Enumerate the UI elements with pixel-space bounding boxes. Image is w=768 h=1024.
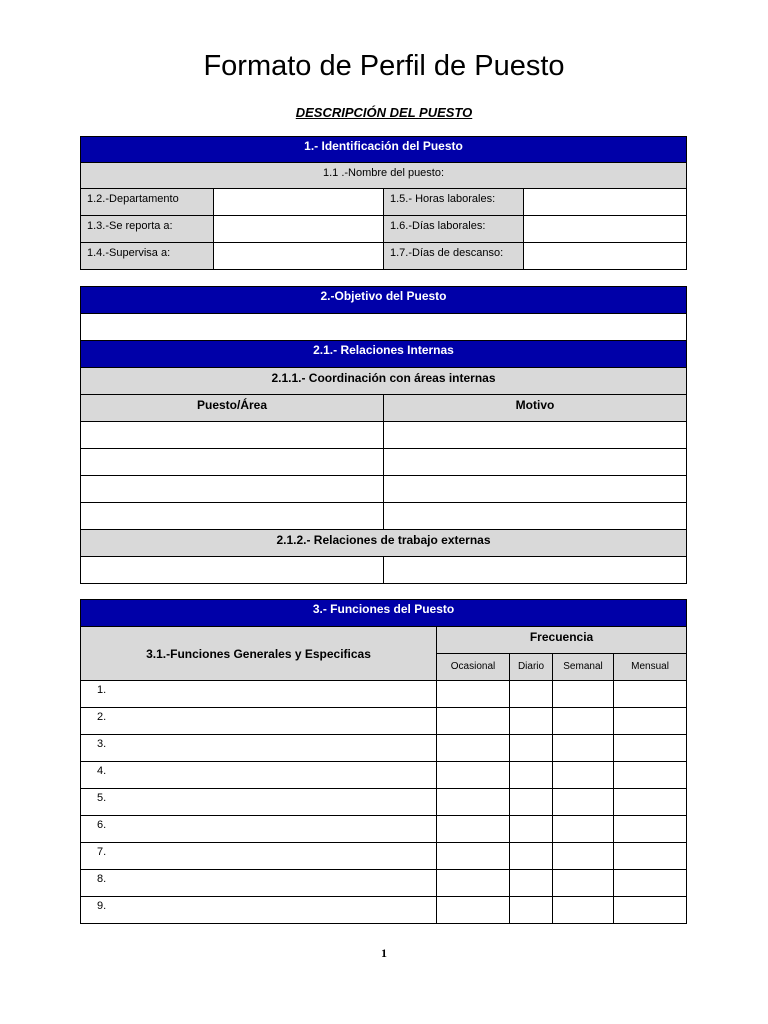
- function-cell[interactable]: 1.: [81, 681, 437, 708]
- frecuencia-semanal-cell[interactable]: [553, 789, 614, 816]
- function-cell[interactable]: 9.: [81, 897, 437, 924]
- function-row: [81, 735, 687, 762]
- document-subtitle: DESCRIPCIÓN DEL PUESTO: [295, 105, 473, 120]
- frecuencia-semanal-cell[interactable]: [553, 897, 614, 924]
- motivo-cell[interactable]: [384, 449, 687, 476]
- section2-header: 2.-Objetivo del Puesto: [81, 287, 687, 314]
- frecuencia-header: Frecuencia: [437, 627, 687, 654]
- function-row: [81, 843, 687, 870]
- horas-label: 1.5.- Horas laborales:: [384, 189, 524, 216]
- descanso-label: 1.7.-Días de descanso:: [384, 243, 524, 270]
- functions-table: [80, 599, 687, 924]
- col-puesto-area: Puesto/Área: [81, 395, 384, 422]
- dias-field[interactable]: [524, 216, 687, 243]
- supervisa-field[interactable]: [214, 243, 384, 270]
- puesto-area-cell[interactable]: [81, 476, 384, 503]
- reporta-label: 1.3.-Se reporta a:: [81, 216, 214, 243]
- frecuencia-semanal-cell[interactable]: [553, 870, 614, 897]
- function-row: [81, 816, 687, 843]
- frecuencia-mensual-cell[interactable]: [614, 843, 687, 870]
- function-cell[interactable]: 2.: [81, 708, 437, 735]
- function-cell[interactable]: 7.: [81, 843, 437, 870]
- frecuencia-semanal-cell[interactable]: [553, 708, 614, 735]
- motivo-cell[interactable]: [384, 422, 687, 449]
- function-cell[interactable]: 4.: [81, 762, 437, 789]
- frecuencia-semanal-cell[interactable]: [553, 762, 614, 789]
- function-row: [81, 897, 687, 924]
- function-row: [81, 870, 687, 897]
- frecuencia-ocasional-cell[interactable]: [437, 843, 510, 870]
- frecuencia-mensual-cell[interactable]: [614, 789, 687, 816]
- departamento-field[interactable]: [214, 189, 384, 216]
- objective-table: [80, 286, 687, 584]
- descanso-field[interactable]: [524, 243, 687, 270]
- function-cell[interactable]: 5.: [81, 789, 437, 816]
- col-ocasional: Ocasional: [437, 654, 510, 681]
- frecuencia-diario-cell[interactable]: [510, 681, 553, 708]
- frecuencia-ocasional-cell[interactable]: [437, 897, 510, 924]
- col-motivo: Motivo: [384, 395, 687, 422]
- function-row: [81, 762, 687, 789]
- frecuencia-diario-cell[interactable]: [510, 843, 553, 870]
- frecuencia-semanal-cell[interactable]: [553, 735, 614, 762]
- objetivo-field[interactable]: [81, 314, 687, 341]
- reporta-field[interactable]: [214, 216, 384, 243]
- frecuencia-semanal-cell[interactable]: [553, 816, 614, 843]
- puesto-area-cell[interactable]: [81, 503, 384, 530]
- frecuencia-diario-cell[interactable]: [510, 870, 553, 897]
- frecuencia-diario-cell[interactable]: [510, 816, 553, 843]
- function-rows: [81, 681, 687, 924]
- frecuencia-diario-cell[interactable]: [510, 762, 553, 789]
- frecuencia-mensual-cell[interactable]: [614, 708, 687, 735]
- frecuencia-diario-cell[interactable]: [510, 708, 553, 735]
- motivo-cell[interactable]: [384, 476, 687, 503]
- motivo-cell[interactable]: [384, 503, 687, 530]
- frecuencia-ocasional-cell[interactable]: [437, 735, 510, 762]
- function-row: [81, 681, 687, 708]
- frecuencia-ocasional-cell[interactable]: [437, 762, 510, 789]
- function-cell[interactable]: 8.: [81, 870, 437, 897]
- frecuencia-mensual-cell[interactable]: [614, 681, 687, 708]
- function-cell[interactable]: 6.: [81, 816, 437, 843]
- externa-puesto-cell[interactable]: [81, 557, 384, 584]
- function-cell[interactable]: 3.: [81, 735, 437, 762]
- relaciones-internas-header: 2.1.- Relaciones Internas: [81, 341, 687, 368]
- puesto-area-cell[interactable]: [81, 422, 384, 449]
- frecuencia-ocasional-cell[interactable]: [437, 708, 510, 735]
- horas-field[interactable]: [524, 189, 687, 216]
- frecuencia-semanal-cell[interactable]: [553, 843, 614, 870]
- col-mensual: Mensual: [614, 654, 687, 681]
- frecuencia-ocasional-cell[interactable]: [437, 816, 510, 843]
- frecuencia-diario-cell[interactable]: [510, 897, 553, 924]
- frecuencia-ocasional-cell[interactable]: [437, 681, 510, 708]
- relaciones-externas-header: 2.1.2.- Relaciones de trabajo externas: [81, 530, 687, 557]
- frecuencia-diario-cell[interactable]: [510, 789, 553, 816]
- externa-motivo-cell[interactable]: [384, 557, 687, 584]
- funciones-header: 3.1.-Funciones Generales y Especificas: [81, 627, 437, 681]
- coordinacion-header: 2.1.1.- Coordinación con áreas internas: [81, 368, 687, 395]
- function-row: [81, 708, 687, 735]
- frecuencia-mensual-cell[interactable]: [614, 870, 687, 897]
- section1-header: 1.- Identificación del Puesto: [81, 137, 687, 163]
- frecuencia-ocasional-cell[interactable]: [437, 789, 510, 816]
- frecuencia-ocasional-cell[interactable]: [437, 870, 510, 897]
- function-row: [81, 789, 687, 816]
- frecuencia-mensual-cell[interactable]: [614, 762, 687, 789]
- frecuencia-mensual-cell[interactable]: [614, 816, 687, 843]
- departamento-label: 1.2.-Departamento: [81, 189, 214, 216]
- col-semanal: Semanal: [553, 654, 614, 681]
- supervisa-label: 1.4.-Supervisa a:: [81, 243, 214, 270]
- page-number: 1: [381, 946, 387, 960]
- frecuencia-diario-cell[interactable]: [510, 735, 553, 762]
- section3-header: 3.- Funciones del Puesto: [81, 600, 687, 627]
- frecuencia-mensual-cell[interactable]: [614, 897, 687, 924]
- nombre-puesto-label: 1.1 .-Nombre del puesto:: [81, 163, 687, 189]
- identification-table: [80, 136, 687, 270]
- col-diario: Diario: [510, 654, 553, 681]
- frecuencia-mensual-cell[interactable]: [614, 735, 687, 762]
- frecuencia-semanal-cell[interactable]: [553, 681, 614, 708]
- puesto-area-cell[interactable]: [81, 449, 384, 476]
- page-title: Formato de Perfil de Puesto: [203, 50, 565, 82]
- dias-label: 1.6.-Días laborales:: [384, 216, 524, 243]
